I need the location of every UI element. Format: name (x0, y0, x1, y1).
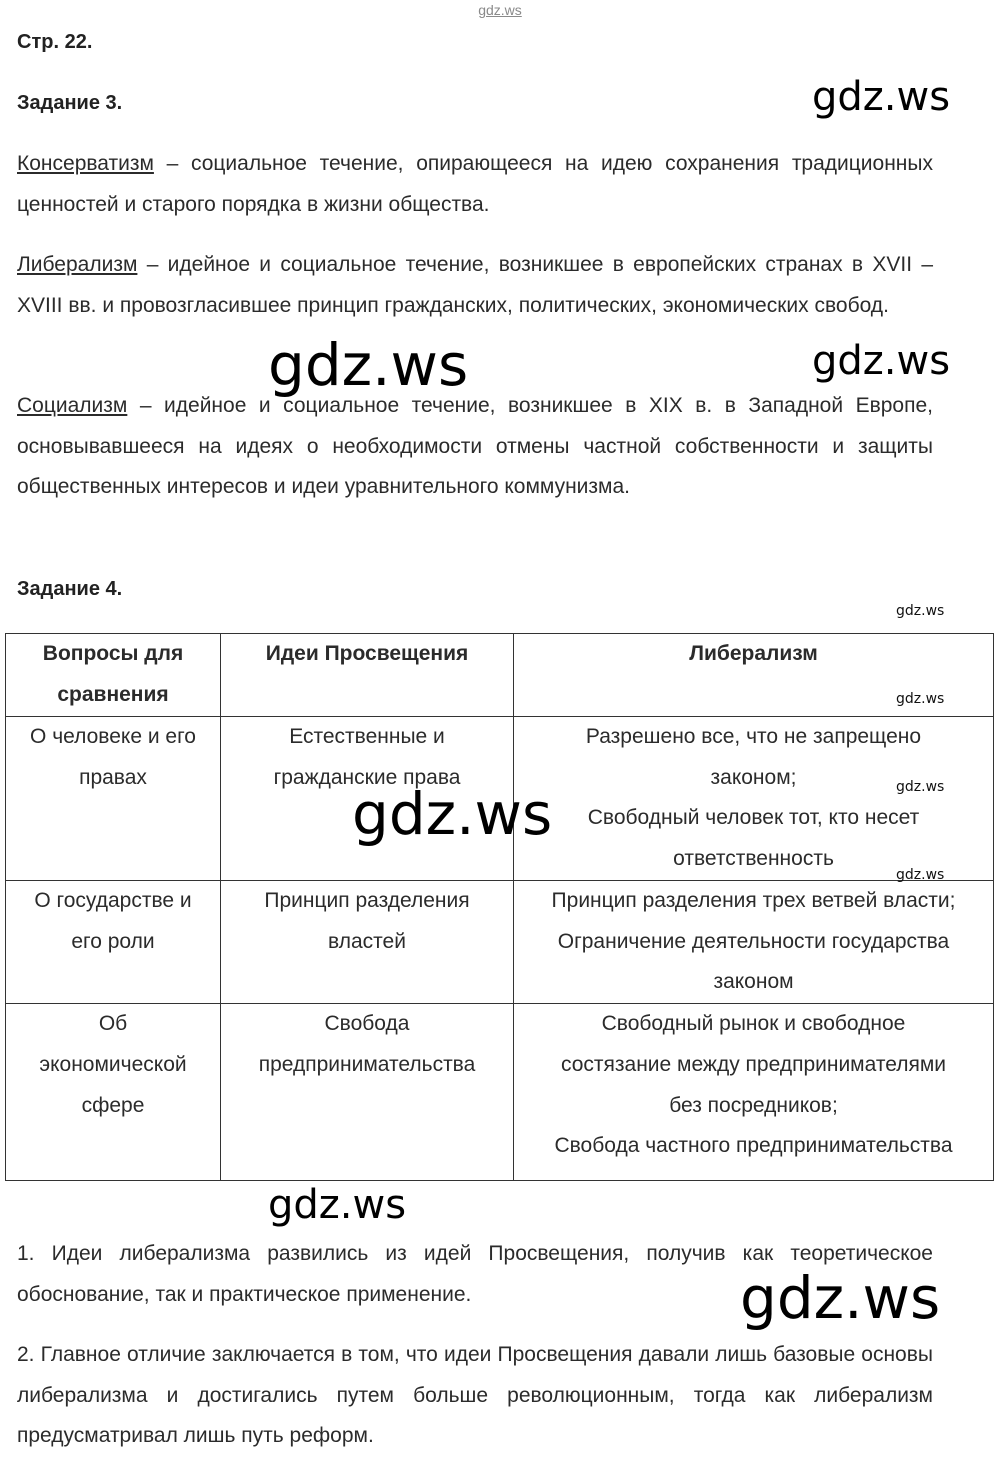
definition-socialism (17, 386, 933, 508)
watermark: gdz.ws (896, 603, 945, 619)
column-header-questions: Вопросы для сравнения (6, 634, 221, 717)
watermark: gdz.ws (812, 338, 951, 384)
task3-title: Задание 3. (17, 92, 123, 114)
task4-title: Задание 4. (17, 578, 123, 600)
term-conservatism: Консерватизм (17, 152, 154, 175)
definition-text: – идейное и социальное течение, возникшее в XIX в. в Западной Европе, основывавшееся на идеях о необходимости отмены частной собственности и защиты общественных интересов и идеи уравнительного коммунизма. (17, 394, 933, 499)
watermark: gdz.ws (268, 331, 469, 399)
cell-question: О государстве и его роли (6, 881, 221, 1004)
watermark: gdz.ws (896, 779, 945, 795)
watermark: gdz.ws (896, 867, 945, 883)
watermark: gdz.ws (352, 780, 553, 848)
conclusion-1: 1. Идеи либерализма развились из идей Просвещения, получив как теоретическое обоснование, так и практическое применение. (17, 1242, 933, 1306)
comparison-table (5, 633, 994, 1181)
term-liberalism: Либерализм (17, 253, 138, 276)
table-row (6, 1004, 994, 1181)
watermark: gdz.ws (740, 1264, 941, 1332)
cell-enlightenment: Свобода предпринимательства (221, 1004, 514, 1181)
column-header-liberalism: Либерализм (514, 634, 994, 717)
watermark: gdz.ws (896, 691, 945, 707)
definition-text: – идейное и социальное течение, возникшее в европейских странах в XVII – XVIII вв. и провозгласившее принцип гражданских, политических, экономических свобод. (17, 253, 933, 317)
table-row (6, 881, 994, 1004)
table-header-row (6, 634, 994, 717)
cell-liberalism: Принцип разделения трех ветвей власти; Ограничение деятельности государства законом (514, 881, 994, 1004)
cell-question: Об экономической сфере (6, 1004, 221, 1181)
watermark: gdz.ws (812, 74, 951, 120)
cell-liberalism: Свободный рынок и свободное состязание между предпринимателями без посредников; Свобода частного предпринимательства (514, 1004, 994, 1181)
cell-enlightenment: Принцип разделения властей (221, 881, 514, 1004)
column-header-enlightenment: Идеи Просвещения (221, 634, 514, 717)
cell-liberalism: Разрешено все, что не запрещено законом; Свободный человек тот, кто несет ответственность (514, 717, 994, 881)
watermark-top: gdz.ws (478, 2, 522, 18)
cell-enlightenment: Естественные и гражданские права (221, 717, 514, 881)
definition-text: – социальное течение, опирающееся на идею сохранения традиционных ценностей и старого порядка в жизни общества. (17, 152, 933, 216)
watermark: gdz.ws (268, 1182, 407, 1228)
definition-liberalism (17, 245, 933, 326)
page-label: Стр. 22. (17, 31, 93, 53)
cell-question: О человеке и его правах (6, 717, 221, 881)
definition-conservatism (17, 144, 933, 225)
conclusion-2: 2. Главное отличие заключается в том, что идеи Просвещения давали лишь базовые основы либерализма и достигались путем больше революционным, тогда как либерализм предусматривал лишь путь реформ. (17, 1343, 933, 1448)
term-socialism: Социализм (17, 394, 128, 417)
